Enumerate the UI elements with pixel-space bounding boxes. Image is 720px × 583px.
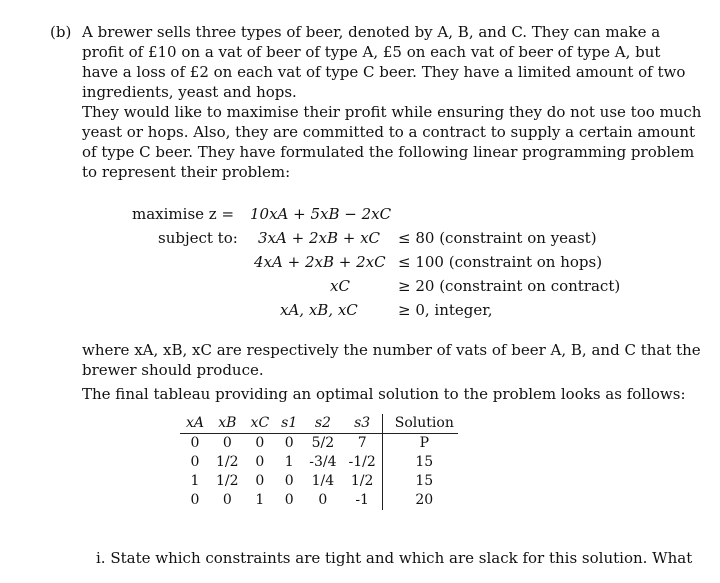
maximise-label: maximise z = (132, 205, 235, 223)
problem-line-1: A brewer sells three types of beer, denoted by A, B, and C. They can make a (82, 23, 661, 41)
table-cell: 0 (284, 473, 294, 489)
constraint-nonneg-rhs: ≥ 0, integer, (398, 301, 493, 319)
table-cell: 7 (357, 435, 367, 451)
constraint-yeast-rhs: ≤ 80 (constraint on yeast) (398, 229, 597, 247)
objective-function: 10xA + 5xB − 2xC (250, 205, 392, 223)
header-s1: s1 (275, 414, 303, 434)
table-cell: 0 (222, 435, 232, 451)
subject-to-label: subject to: (158, 229, 238, 247)
table-cell: 1 (284, 454, 294, 470)
table-cell: 0 (222, 492, 232, 508)
table-row (180, 472, 458, 491)
table-cell: 0 (190, 435, 200, 451)
tableau-intro: The final tableau providing an optimal solution to the problem looks as follows: (82, 385, 686, 403)
header-solution: Solution (382, 414, 458, 434)
table-row (180, 434, 458, 454)
table-cell: 15 (382, 472, 458, 491)
table-cell: -1/2 (348, 454, 376, 470)
problem-line-3: have a loss of £2 on each vat of type C beer. They have a limited amount of two (82, 63, 686, 81)
table-cell: 5/2 (311, 435, 335, 451)
problem-line-6: yeast or hops. Also, they are committed to a contract to supply a certain amount (82, 123, 696, 141)
table-cell: 1/2 (350, 473, 374, 489)
header-xc: xC (245, 414, 276, 434)
table-cell: -3/4 (309, 454, 337, 470)
table-cell: 1 (255, 492, 265, 508)
constraint-contract-lhs: xC (330, 277, 350, 295)
table-row (180, 453, 458, 472)
table-cell: 20 (382, 491, 458, 510)
problem-line-2: profit of £10 on a vat of beer of type A, £5 on each vat of beer of type A, but (82, 43, 661, 61)
header-xa: xA (180, 414, 210, 434)
table-cell: 1/2 (216, 454, 239, 470)
table-cell: -1 (355, 492, 369, 508)
constraint-contract-rhs: ≥ 20 (constraint on contract) (398, 277, 621, 295)
problem-line-8: to represent their problem: (82, 163, 291, 181)
header-s2: s2 (303, 414, 342, 434)
table-cell: 0 (255, 454, 265, 470)
where-line-1: where xA, xB, xC are respectively the number of vats of beer A, B, and C that the (82, 341, 701, 359)
final-tableau (180, 414, 458, 510)
table-cell: 1/2 (216, 473, 239, 489)
table-cell: 0 (284, 435, 294, 451)
table-row (180, 491, 458, 510)
header-xb: xB (210, 414, 245, 434)
table-cell: 0 (318, 492, 328, 508)
table-cell: 0 (255, 435, 265, 451)
table-cell: 0 (190, 454, 200, 470)
table-cell: 15 (382, 453, 458, 472)
tableau-header-row (180, 414, 458, 434)
table-cell: 0 (255, 473, 265, 489)
table-cell: 0 (284, 492, 294, 508)
table-cell: P (382, 434, 458, 454)
problem-line-4: ingredients, yeast and hops. (82, 83, 297, 101)
problem-line-5: They would like to maximise their profit while ensuring they do not use too much (82, 103, 702, 121)
table-cell: 1 (190, 473, 200, 489)
constraint-hops-rhs: ≤ 100 (constraint on hops) (398, 253, 603, 271)
where-line-2: brewer should produce. (82, 361, 264, 379)
constraint-hops-lhs: 4xA + 2xB + 2xC (254, 253, 386, 271)
table-cell: 0 (190, 492, 200, 508)
problem-line-7: of type C beer. They have formulated the following linear programming problem (82, 143, 695, 161)
part-label: (b) (50, 23, 72, 41)
table-cell: 1/4 (311, 473, 335, 489)
header-s3: s3 (343, 414, 383, 434)
constraint-yeast-lhs: 3xA + 2xB + xC (258, 229, 381, 247)
question-i: i. State which constraints are tight and which are slack for this solution. What (96, 549, 693, 567)
constraint-nonneg-lhs: xA, xB, xC (280, 301, 358, 319)
